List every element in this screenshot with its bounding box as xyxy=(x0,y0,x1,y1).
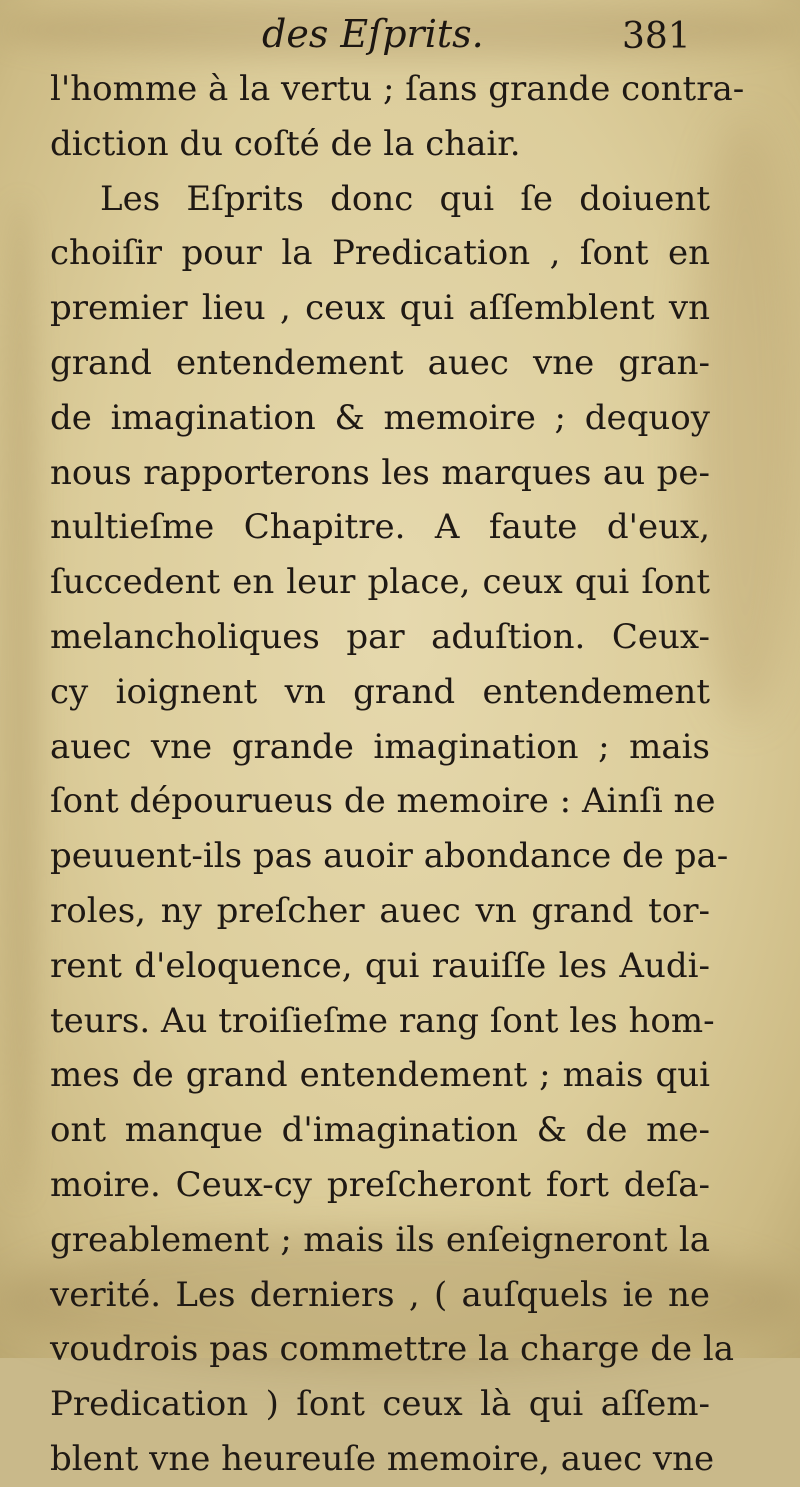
text-line: blent vne heureuſe memoire, auec vne xyxy=(50,1438,715,1479)
text-line: diction du coſté de la chair. xyxy=(50,123,521,164)
text-line: roles, ny preſcher auec vn grand tor- xyxy=(50,890,710,931)
text-line: grand entendement auec vne gran- xyxy=(50,342,710,383)
page-header xyxy=(0,8,800,58)
body-text xyxy=(50,62,745,1487)
text-line: Predication ) ſont ceux là qui aſſem- xyxy=(50,1384,710,1425)
text-line: nultieſme Chapitre. A faute d'eux, xyxy=(50,507,710,548)
text-line: ſont dépourueus de memoire : Ainſi ne xyxy=(50,781,716,822)
text-line: moire. Ceux-cy preſcheront fort deſa- xyxy=(50,1164,710,1205)
text-line: auec vne grande imagination ; mais xyxy=(50,726,710,767)
text-line: peuuent-ils pas auoir abondance de pa- xyxy=(50,836,729,877)
paper-stain xyxy=(0,200,40,1200)
text-line: rent d'eloquence, qui rauiſſe les Audi- xyxy=(50,945,710,986)
text-line: ſuccedent en leur place, ceux qui ſont xyxy=(50,562,710,603)
text-line: verité. Les derniers , ( auſquels ie ne xyxy=(50,1274,710,1315)
text-line: cy ioignent vn grand entendement xyxy=(50,671,710,712)
text-line: Les Eſprits donc qui ſe doiuent xyxy=(100,178,710,219)
text-line: greablement ; mais ils enſeigneront la xyxy=(50,1219,710,1260)
text-line: melancholiques par aduſtion. Ceux- xyxy=(50,616,710,657)
text-line: l'homme à la vertu ; ſans grande contra- xyxy=(50,69,745,109)
text-line: voudrois pas commettre la charge de la xyxy=(50,1329,735,1370)
text-line: nous rapporterons les marques au pe- xyxy=(50,452,710,493)
text-line: mes de grand entendement ; mais qui xyxy=(50,1055,710,1096)
page-number: 381 xyxy=(622,16,691,57)
running-title: des Eſprits. xyxy=(262,12,484,56)
text-line: de imagination & memoire ; dequoy xyxy=(50,397,710,438)
text-line: premier lieu , ceux qui aſſemblent vn xyxy=(50,288,710,329)
text-line: ont manque d'imagination & de me- xyxy=(50,1110,710,1151)
text-line: choiſir pour la Predication , ſont en xyxy=(50,233,710,274)
text-line: teurs. Au troiſieſme rang ſont les hom- xyxy=(50,1000,715,1041)
